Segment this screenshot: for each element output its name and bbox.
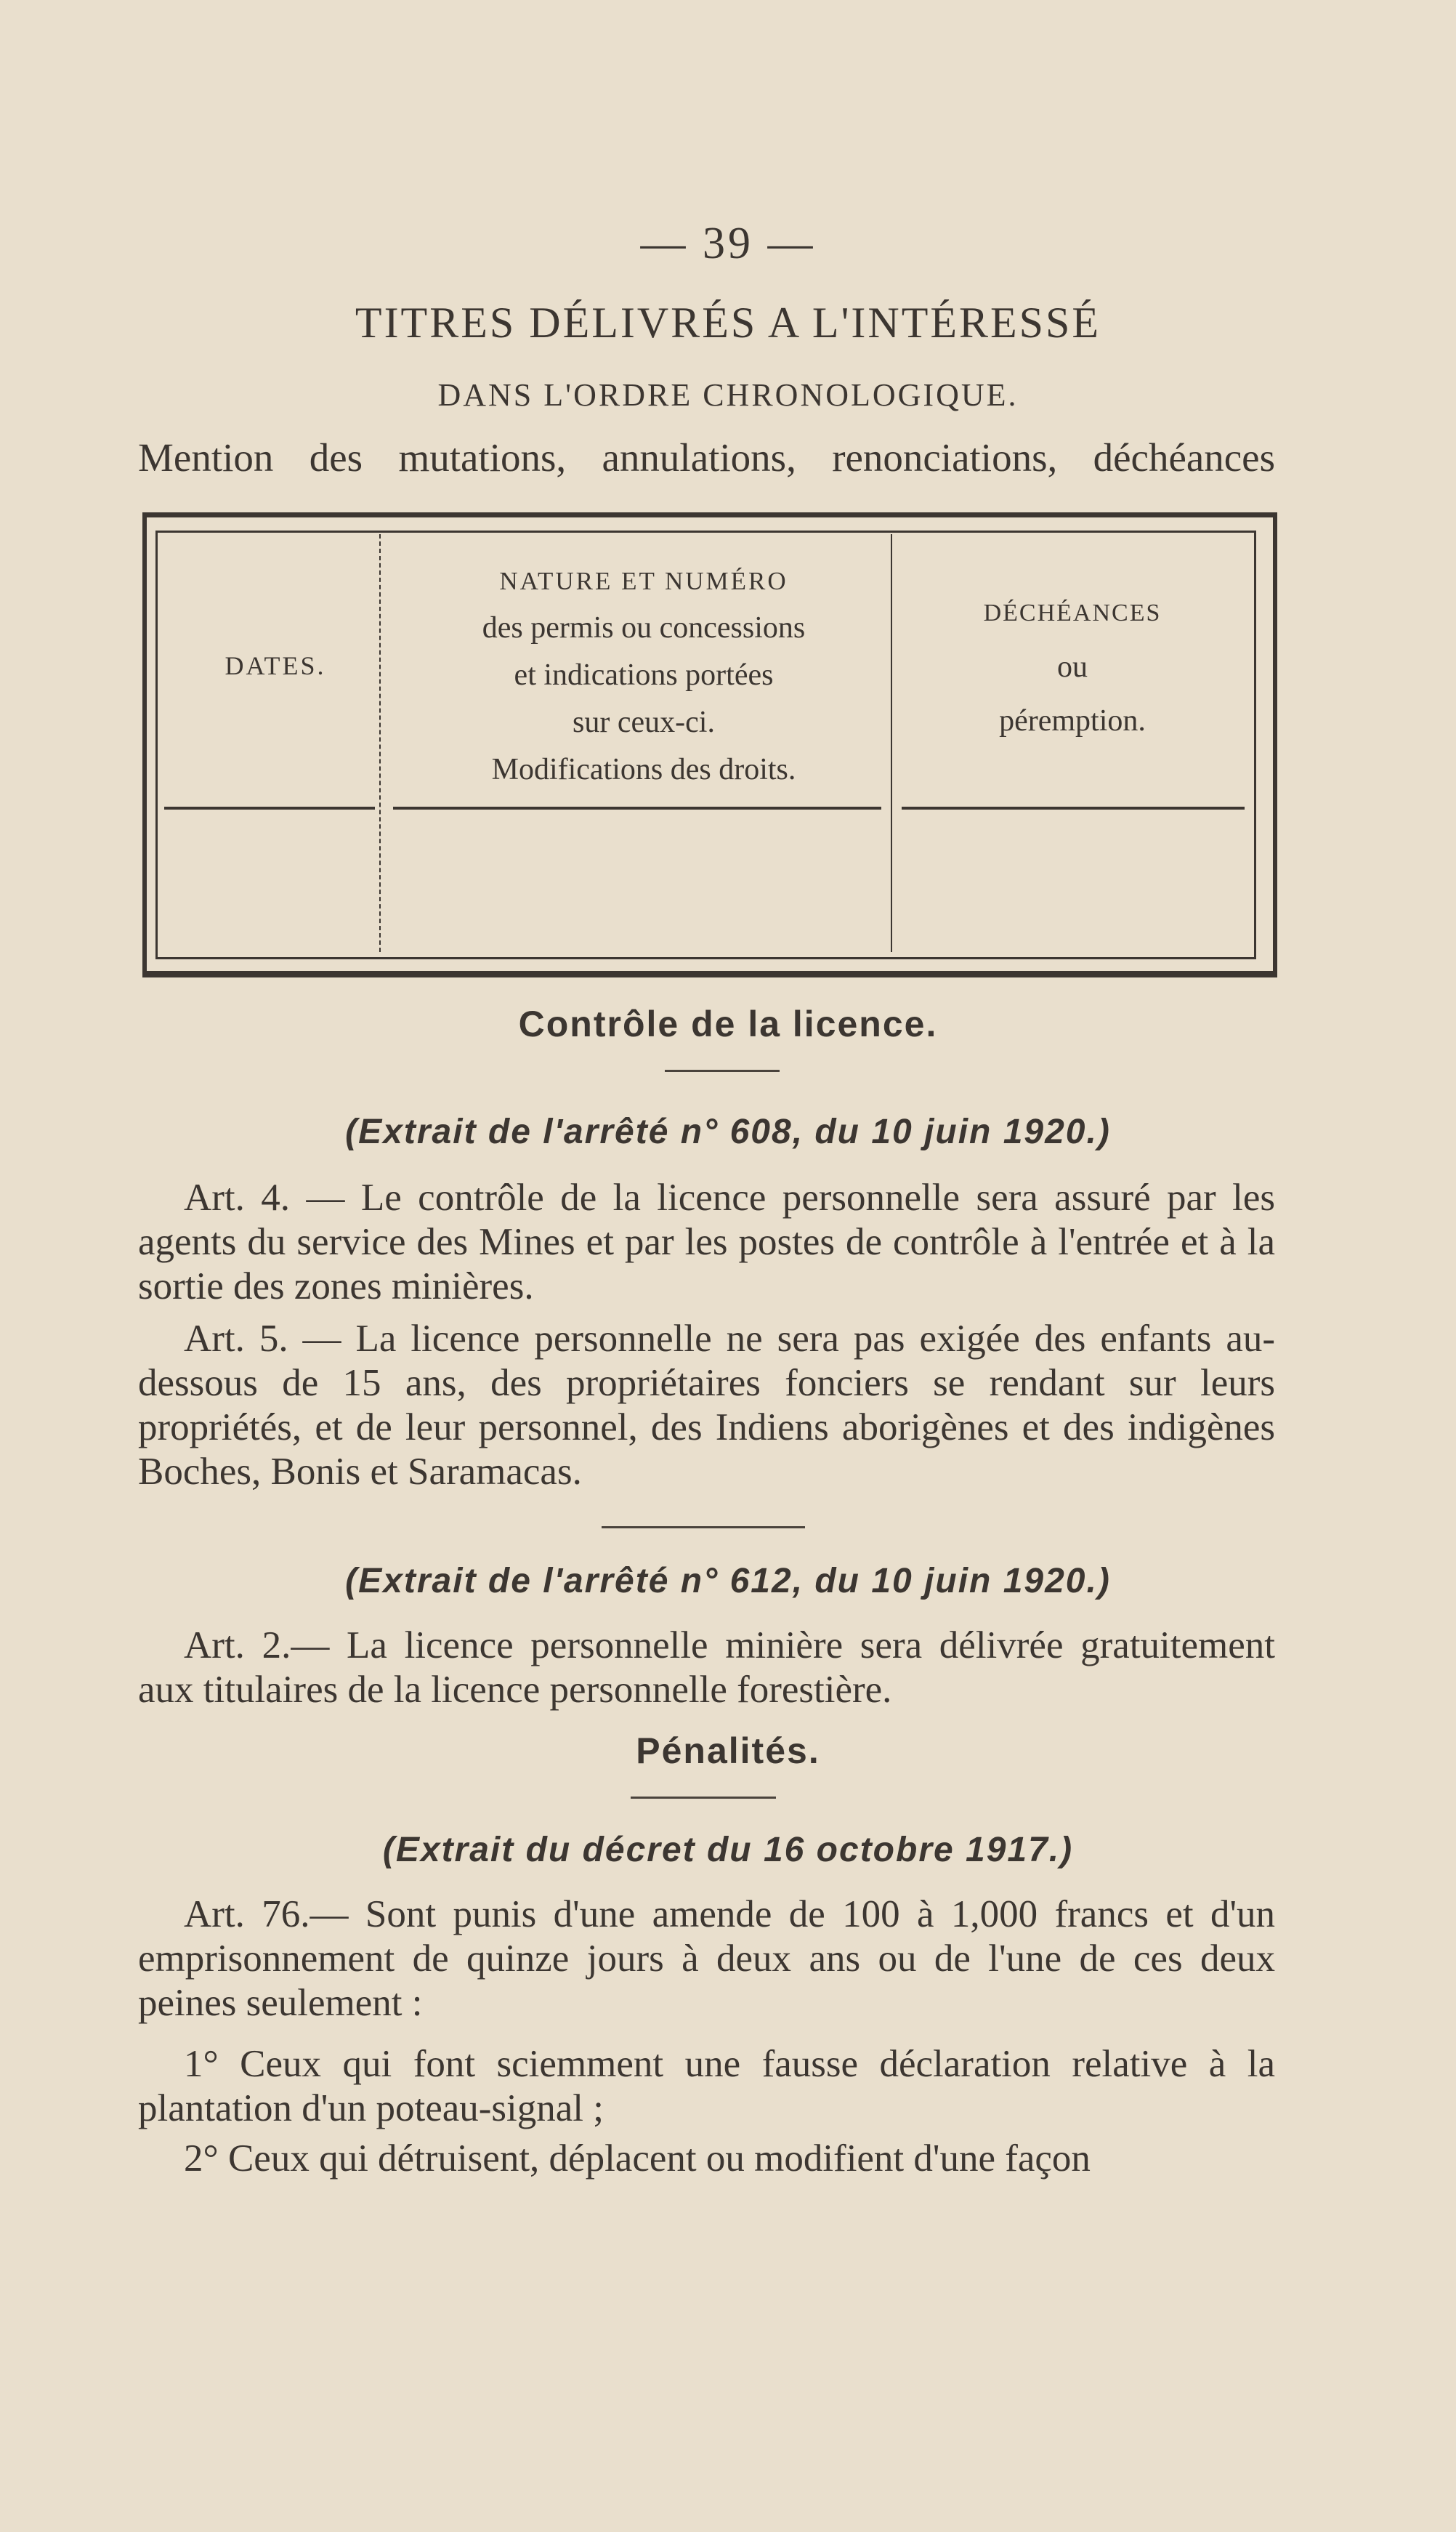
decheances-line-1: DÉCHÉANCES xyxy=(983,600,1162,626)
list-item-1: 1° Ceux qui font sciemment une fausse déclaration relative à la plantation d'un poteau-signal ; xyxy=(138,2043,1275,2129)
column-header-dates: DATES. xyxy=(225,651,326,680)
divider-rule xyxy=(602,1526,805,1528)
section-heading-controle: Contrôle de la licence. xyxy=(518,1004,938,1044)
nature-line-3: et indications portées xyxy=(514,658,774,692)
extract-608: (Extrait de l'arrêté n° 608, du 10 juin 1920.) xyxy=(345,1113,1111,1151)
decheances-line-2: ou xyxy=(1057,650,1088,684)
article-76-text: Art. 76.— Sont punis d'une amende de 100 à 1,000 francs et d'un emprisonnement de quinze jours à deux ans ou de l'une de ces deux peines seulement : xyxy=(138,1893,1275,2024)
header-rule-nature xyxy=(393,807,881,810)
extract-612: (Extrait de l'arrêté n° 612, du 10 juin 1920.) xyxy=(345,1562,1111,1600)
extract-decret: (Extrait du décret du 16 octobre 1917.) xyxy=(382,1831,1074,1869)
mention-line: Mention des mutations, annulations, renonciations, déchéances xyxy=(138,435,1275,480)
page-title: TITRES DÉLIVRÉS A L'INTÉRESSÉ xyxy=(355,299,1101,347)
nature-line-4: sur ceux-ci. xyxy=(573,706,715,739)
nature-line-5: Modifications des droits. xyxy=(491,753,796,786)
nature-line-1: NATURE ET NUMÉRO xyxy=(499,567,788,595)
column-header-nature xyxy=(393,557,894,794)
header-rule-decheances xyxy=(902,807,1245,810)
page-number: — 39 — xyxy=(640,219,816,268)
header-rule-dates xyxy=(164,807,375,810)
column-header-decheances xyxy=(894,586,1250,748)
article-4-text: Art. 4. — Le contrôle de la licence personnelle sera assuré par les agents du service des Mines et par les postes de contrôle à l'entrée et à la sortie des zones minières. xyxy=(138,1177,1275,1307)
divider-rule xyxy=(631,1797,776,1799)
column-divider-1 xyxy=(379,534,381,952)
decheances-line-3: péremption. xyxy=(999,704,1146,738)
list-item-2: 2° Ceux qui détruisent, déplacent ou modifient d'une façon xyxy=(184,2137,1091,2180)
article-5-text: Art. 5. — La licence personnelle ne sera pas exigée des enfants au-dessous de 15 ans, des propriétaires fonciers se rendant sur leurs propriétés, et de leur personnel, des Indiens aborigènes et des indigènes Boches, Bonis et Saramacas. xyxy=(138,1318,1275,1493)
titles-table xyxy=(142,512,1277,977)
page-subtitle: DANS L'ORDRE CHRONOLOGIQUE. xyxy=(437,377,1019,413)
nature-line-2: des permis ou concessions xyxy=(482,611,806,645)
article-2-text: Art. 2.— La licence personnelle minière sera délivrée gratuitement aux titulaires de la licence personnelle forestière. xyxy=(138,1624,1275,1711)
section-heading-penalites: Pénalités. xyxy=(636,1730,820,1771)
divider-rule xyxy=(665,1070,780,1072)
